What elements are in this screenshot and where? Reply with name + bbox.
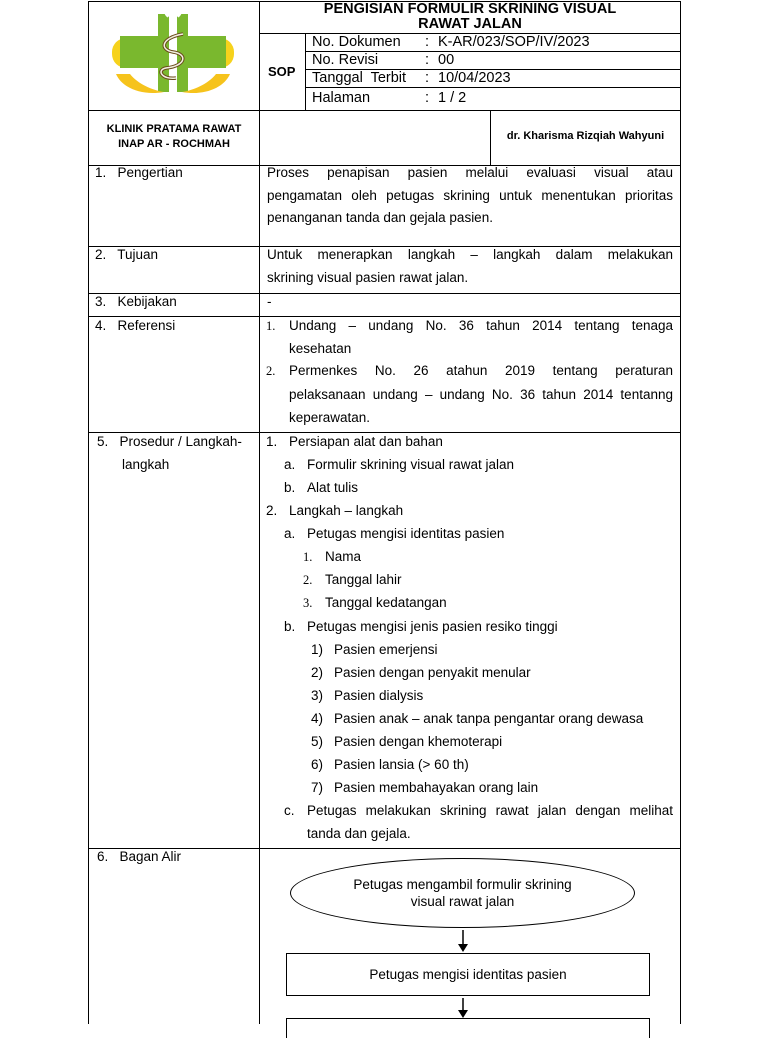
flow-arrow [456,928,470,954]
prosedur-substep: Formulir skrining visual rawat jalan [307,457,515,472]
meta-label: No. Revisi [312,52,379,68]
referensi-line: Permenkes No. 26 atahun 2019 tentang peraturan [289,363,673,378]
prosedur-step: Persiapan alat dan bahan [289,434,443,449]
resiko-item: Pasien lansia (> 60 th) [334,757,469,772]
prosedur-substep-num: b. [284,480,296,495]
flow-step-text: Petugas mengisi identitas pasien [369,967,567,982]
identitas-item: Tanggal lahir [325,572,402,587]
referensi-line: keperawatan. [289,410,371,425]
prosedur-step-num: 1. [266,434,278,449]
prosedur-step-num: 2. [266,503,278,518]
signatory-name: dr. Kharisma Rizqiah Wahyuni [506,130,665,142]
prosedur-substep: Alat tulis [307,480,359,495]
flow-next-box [286,1018,650,1038]
flow-start-text: visual rawat jalan [410,894,515,909]
kebijakan-value: - [267,294,272,309]
resiko-num: 1) [311,642,324,657]
prosedur-step: Langkah – langkah [289,503,404,518]
resiko-num: 3) [311,688,324,703]
section-label-bagan-alir: 6. Bagan Alir [97,849,182,864]
prosedur-substep-num: a. [284,457,296,472]
clinic-name-line1: KLINIK PRATAMA RAWAT [106,123,242,135]
identitas-num: 2. [303,573,313,587]
document-title-line2: RAWAT JALAN [418,16,522,32]
resiko-item: Pasien emerjensi [334,642,438,657]
flow-step-box [286,953,650,996]
prosedur-substep: Petugas mengisi jenis pasien resiko tinggi [307,619,558,634]
flow-start-ellipse [290,858,635,928]
logo-left-hand [116,74,164,93]
meta-value: 10/04/2023 [438,70,511,86]
meta-label: No. Dokumen [312,34,401,50]
meta-sep: : [425,52,430,68]
clinic-name-line2: INAP AR - ROCHMAH [118,138,230,150]
pengertian-line: Proses penapisan pasien melalui evaluasi visual atau [267,165,673,180]
identitas-item: Tanggal kedatangan [325,595,447,610]
logo-right-hand [182,74,230,93]
referensi-line: kesehatan [289,341,352,356]
meta-sep: : [425,70,430,86]
referensi-line: pelaksanaan undang – undang No. 36 tahun 2014 tentanng [289,387,673,402]
meta-label: Halaman [312,90,371,106]
identitas-num: 1. [303,550,313,564]
prosedur-substep-num: b. [284,619,296,634]
meta-label: Tanggal Terbit [312,70,407,86]
resiko-item: Pasien dengan khemoterapi [334,734,503,749]
resiko-num: 6) [311,757,324,772]
flow-start-text: Petugas mengambil formulir skrining [353,877,572,892]
clinic-logo [108,8,238,104]
prosedur-substep-num: a. [284,526,296,541]
meta-value: K-AR/023/SOP/IV/2023 [438,34,590,50]
tujuan-line: skrining visual pasien rawat jalan. [267,270,469,285]
meta-sep: : [425,90,430,106]
pengertian-line: penanganan tanda dan gejala pasien. [267,210,493,225]
section-label-prosedur: 5. Prosedur / Langkah- [97,434,242,449]
section-label-kebijakan: 3. Kebijakan [95,294,177,309]
prosedur-substep: Petugas melakukan skrining rawat jalan dengan melihat [307,803,673,818]
section-label-prosedur-cont: langkah [122,457,170,472]
meta-value: 00 [438,52,455,68]
document-title-line1: PENGISIAN FORMULIR SKRINING VISUAL [323,1,617,17]
identitas-num: 3. [303,596,313,610]
resiko-num: 4) [311,711,324,726]
pengertian-line: pengamatan oleh petugas skrining untuk menentukan prioritas [267,188,673,203]
prosedur-substep-num: c. [284,803,295,818]
prosedur-substep-cont: tanda dan gejala. [307,826,411,841]
meta-sep: : [425,34,430,50]
resiko-item: Pasien dialysis [334,688,424,703]
referensi-num: 1. [266,319,276,333]
resiko-item: Pasien membahayakan orang lain [334,780,539,795]
referensi-line: Undang – undang No. 36 tahun 2014 tentang tenaga [289,318,673,333]
resiko-item: Pasien anak – anak tanpa pengantar orang dewasa [334,711,644,726]
resiko-num: 7) [311,780,324,795]
flow-arrow [456,996,470,1020]
resiko-num: 2) [311,665,324,680]
section-label-pengertian: 1. Pengertian [95,165,183,180]
sop-label: SOP [268,64,296,79]
tujuan-line: Untuk menerapkan langkah – langkah dalam melakukan [267,247,673,262]
section-label-tujuan: 2. Tujuan [95,247,159,262]
resiko-num: 5) [311,734,324,749]
prosedur-substep: Petugas mengisi identitas pasien [307,526,505,541]
identitas-item: Nama [325,549,362,564]
referensi-num: 2. [266,364,276,378]
section-label-referensi: 4. Referensi [95,318,176,333]
resiko-item: Pasien dengan penyakit menular [334,665,531,680]
meta-value: 1 / 2 [438,90,467,106]
